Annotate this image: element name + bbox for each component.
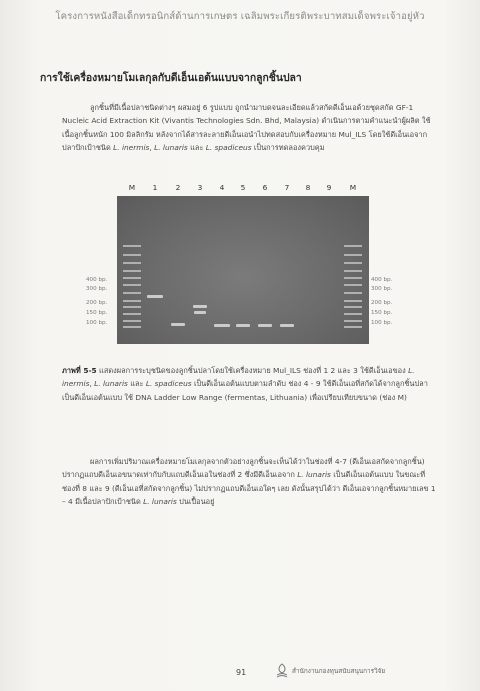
page-number: 91 <box>236 668 247 677</box>
size-marker-label: 100 bp. <box>371 320 393 326</box>
lane-label: 1 <box>152 183 158 192</box>
ladder-band <box>344 300 362 302</box>
dna-band <box>171 323 185 326</box>
ladder-band <box>123 292 141 294</box>
institute-logo-icon <box>275 663 289 679</box>
ladder-band <box>123 326 141 328</box>
lane-label: 6 <box>262 183 268 192</box>
dna-band <box>236 324 250 327</box>
ladder-band <box>344 326 362 328</box>
dna-band <box>258 324 272 327</box>
lane-label: 8 <box>305 183 311 192</box>
dna-band <box>193 305 207 308</box>
lane-label: 4 <box>219 183 225 192</box>
size-marker-label: 100 bp. <box>86 320 108 326</box>
section-title: การใช้เครื่องหมายโมเลกุลกับดีเอ็นเอต้นแบบจากลูกชิ้นปลา <box>40 72 302 84</box>
ladder-band <box>123 320 141 322</box>
figure-caption: ภาพที่ 5-5 แสดงผลการระบุชนิดของลูกชิ้นปลาโดยใช้เครื่องหมาย Mul_ILS ช่องที่ 1 2 และ 3 ใช้ดีเอ็นเอของ L. inermis, L. lunaris และ L. spadiceus เป็นดีเอ็นเอต้นแบบตามลำดับ ช่อง 4 - 9 ใช้ดีเอ็นเอที่สกัดได้จากลูกชิ้นปลาเป็นดีเอ็นเอต้นแบบ ใช้ DNA Ladder Low Range (fermentas, Lithuania) เพื่อเปรียบเทียบขนาด (ช่อง M) <box>62 366 428 402</box>
caption-label: ภาพที่ 5-5 <box>62 366 97 375</box>
ladder-band <box>123 254 141 256</box>
ladder-band <box>344 262 362 264</box>
paragraph-1: ลูกชิ้นที่มีเนื้อปลาชนิดต่างๆ ผสมอยู่ 6 รูปแบบ ถูกนำมาบดจนละเอียดแล้วสกัดดีเอ็นเอด้วยชุดสกัด GF-1 Nucleic Acid Extraction Kit (Vivantis Technologies Sdn. Bhd, Malaysia) ดำเนินการตามคำแนะนำผู้ผลิต ใช้เนื้อลูกชิ้นหนัก 100 มิลลิกรัม หลังจากได้สารละลายดีเอ็นเอนำไปทดสอบกับเครื่องหมาย Mul_ILS โดยใช้ดีเอ็นเอจากปลาปักเป้าชนิด L. inermis, L. lunaris และ L. spadiceus เป็นการทดลองควบคุม <box>62 103 431 153</box>
lane-label: 7 <box>284 183 290 192</box>
ladder-band <box>344 270 362 272</box>
ladder-band <box>123 306 141 308</box>
ladder-band <box>344 284 362 286</box>
size-marker-label: 400 bp. <box>86 277 108 283</box>
organization-name: สำนักงานกองทุนสนับสนุนการวิจัย <box>292 667 386 675</box>
size-marker-label: 200 bp. <box>371 300 393 306</box>
lane-label: M <box>128 183 136 192</box>
ladder-band <box>344 292 362 294</box>
lane-label: 3 <box>197 183 203 192</box>
ladder-band <box>344 320 362 322</box>
ladder-band <box>344 313 362 315</box>
lane-label: 9 <box>326 183 332 192</box>
ladder-band <box>344 254 362 256</box>
ladder-band <box>344 306 362 308</box>
dna-band <box>280 324 294 327</box>
page-footer <box>0 659 480 679</box>
ladder-band <box>344 245 362 247</box>
size-marker-label: 150 bp. <box>86 310 108 316</box>
size-marker-label: 150 bp. <box>371 310 393 316</box>
ladder-band <box>123 313 141 315</box>
ladder-band <box>123 270 141 272</box>
size-marker-label: 300 bp. <box>86 286 108 292</box>
ladder-band <box>123 284 141 286</box>
ladder-band <box>123 300 141 302</box>
running-header: โครงการหนังสือเด็กทรอนิกส์ด้านการเกษตร เฉลิมพระเกียรติพระบาทสมเด็จพระเจ้าอยู่หัว <box>55 11 425 22</box>
dna-band <box>147 295 163 298</box>
lane-label: M <box>349 183 357 192</box>
ladder-band <box>123 245 141 247</box>
size-marker-label: 200 bp. <box>86 300 108 306</box>
lane-label: 2 <box>175 183 181 192</box>
gel-electrophoresis-image <box>117 196 369 344</box>
size-marker-label: 400 bp. <box>371 277 393 283</box>
ladder-band <box>123 262 141 264</box>
lane-labels <box>118 183 368 195</box>
size-marker-label: 300 bp. <box>371 286 393 292</box>
ladder-band <box>123 277 141 279</box>
dna-band <box>214 324 230 327</box>
lane-label: 5 <box>240 183 246 192</box>
paragraph-2: ผลการเพิ่มปริมาณเครื่องหมายโมเลกุลจากตัวอย่างลูกชิ้นจะเห็นได้ว่าในช่องที่ 4-7 (ดีเอ็นเอสกัดจากลูกชิ้น) ปรากฏแถบดีเอ็นเอขนาดเท่ากับกับแถบดีเอ็นเอในช่องที่ 2 ซึ่งมีดีเอ็นเอจาก L. lunaris เป็นดีเอ็นเอต้นแบบ ในขณะที่ช่องที่ 8 และ 9 (ดีเอ็นเอที่สกัดจากลูกชิ้น) ไม่ปรากฏแถบดีเอ็นเอใดๆ เลย ดังนั้นสรุปได้ว่า ดีเอ็นเอจากลูกชิ้นหมายเลข 1 – 4 มีเนื้อปลาปักเป้าชนิด L. lunaris ปนเปื้อนอยู่ <box>62 457 436 507</box>
paragraph-1-text: ลูกชิ้นที่มีเนื้อปลาชนิดต่างๆ ผสมอยู่ 6 รูปแบบ ถูกนำมาบดจนละเอียดแล้วสกัดดีเอ็นเอด้วยชุดสกัด GF-1 Nucleic Acid Extraction Kit (Vivantis Technologies Sdn. Bhd, Malaysia) ดำเนินการตามคำแนะนำผู้ผลิต ใช้เนื้อลูกชิ้นหนัก 100 มิลลิกรัม หลังจากได้สารละลายดีเอ็นเอนำไปทดสอบกับเครื่องหมาย Mul_ILS <box>62 103 431 139</box>
ladder-band <box>344 277 362 279</box>
dna-band <box>194 311 206 314</box>
